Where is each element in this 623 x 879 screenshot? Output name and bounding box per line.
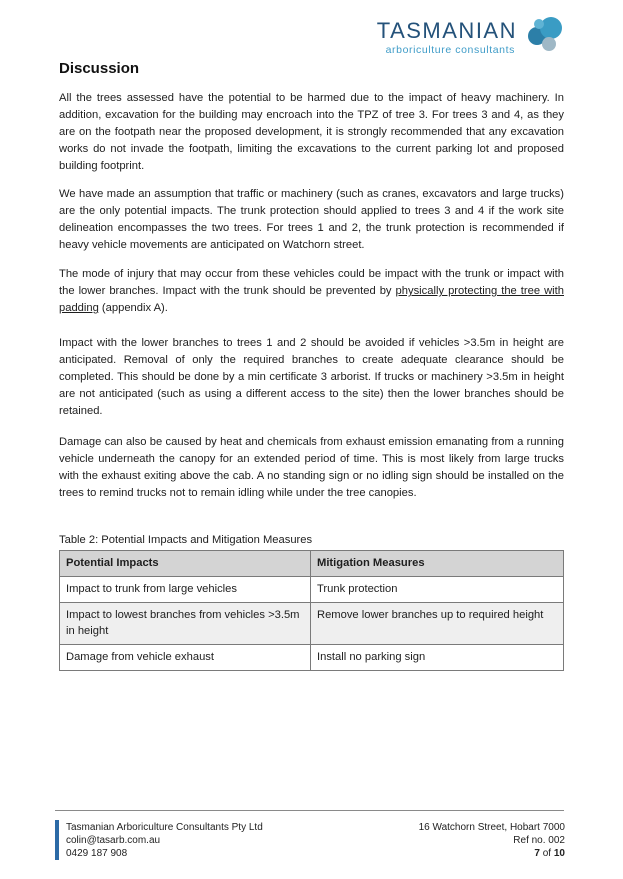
paragraph-text: (appendix A).: [98, 302, 168, 314]
table-cell: Trunk protection: [311, 577, 564, 603]
table-row: [60, 577, 564, 603]
logo-wordmark: TASMANIAN: [376, 18, 517, 43]
table-row: [60, 645, 564, 671]
footer-phone: 0429 187 908: [66, 848, 128, 859]
footer-reference: Ref no. 002: [513, 835, 565, 846]
page-total: 10: [553, 848, 565, 859]
table-cell: Impact to trunk from large vehicles: [60, 577, 311, 603]
table-cell: Install no parking sign: [311, 645, 564, 671]
table-cell: Impact to lowest branches from vehicles >3.5m in height: [60, 603, 311, 645]
table-row: [60, 603, 564, 645]
table-header-row: [60, 551, 564, 577]
paragraph-exhaust: Damage can also be caused by heat and chemicals from exhaust emission emanating from a running vehicle underneath the canopy for an extended period of time. This is most likely from large trucks with the exhaust exiting above the cab. A no standing sign or no idling sign should be installed on the trees to remind trucks not to remain idling while under the tree canopies.: [59, 436, 564, 499]
leaf-circles-icon: [525, 14, 565, 54]
paragraph-injury-mode: [59, 266, 564, 317]
company-logo: [376, 14, 565, 56]
footer-contact: [66, 821, 263, 860]
column-header: Potential Impacts: [60, 551, 311, 577]
table-cell: Remove lower branches up to required height: [311, 603, 564, 645]
column-header: Mitigation Measures: [311, 551, 564, 577]
paragraph-excavation: All the trees assessed have the potential to be harmed due to the impact of heavy machinery. In addition, excavation for the building may encroach into the TPZ of tree 3. For trees 3 and 4, as they are on the footpath near the proposed development, it is strongly recommended that any excavation works do not invade the footpath, limiting the excavations to the current parking lot and proposed building footprint.: [59, 92, 564, 172]
paragraph-assumptions: We have made an assumption that traffic or machinery (such as cranes, excavators and large trucks) are the only potential impacts. The trunk protection should applied to trees 3 and 4 if the work site delineation encompasses the two trees. For trees 1 and 2, the trunk protection is recommended if heavy vehicle movements are anticipated on Watchorn street.: [59, 188, 564, 251]
table-cell: Damage from vehicle exhaust: [60, 645, 311, 671]
footer-address-block: [419, 821, 565, 860]
footer-company: Tasmanian Arboriculture Consultants Pty Ltd: [66, 822, 263, 833]
page-current: 7: [534, 848, 540, 859]
page-of: of: [542, 848, 552, 859]
padding-protection-link[interactable]: physically protecting the tree with padding: [59, 285, 564, 314]
logo-tagline: arboriculture consultants: [385, 44, 515, 56]
footer-address: 16 Watchorn Street, Hobart 7000: [418, 822, 565, 833]
footer-divider: [55, 810, 564, 811]
footer-accent-bar: [55, 820, 59, 860]
paragraph-lower-branches: Impact with the lower branches to trees 1 and 2 should be avoided if vehicles >3.5m in height are anticipated. Removal of only the required branches to create adequate clearance should be completed. This should be done by a min certificate 3 arborist. If trucks or machinery >3.5m in height are not anticipated (such as using a different access to the site) then the lower branches should be retained.: [59, 337, 564, 417]
footer-email[interactable]: colin@tasarb.com.au: [66, 835, 161, 846]
paragraph-text: The mode of injury that may occur from these vehicles could be impact with the trunk or impact with the lower branches. Impact with the trunk should be prevented by: [59, 268, 564, 297]
page-number: [419, 847, 565, 860]
section-heading: Discussion: [59, 60, 140, 77]
mitigation-table: [59, 550, 564, 671]
table-caption: Table 2: Potential Impacts and Mitigation Measures: [59, 534, 313, 546]
